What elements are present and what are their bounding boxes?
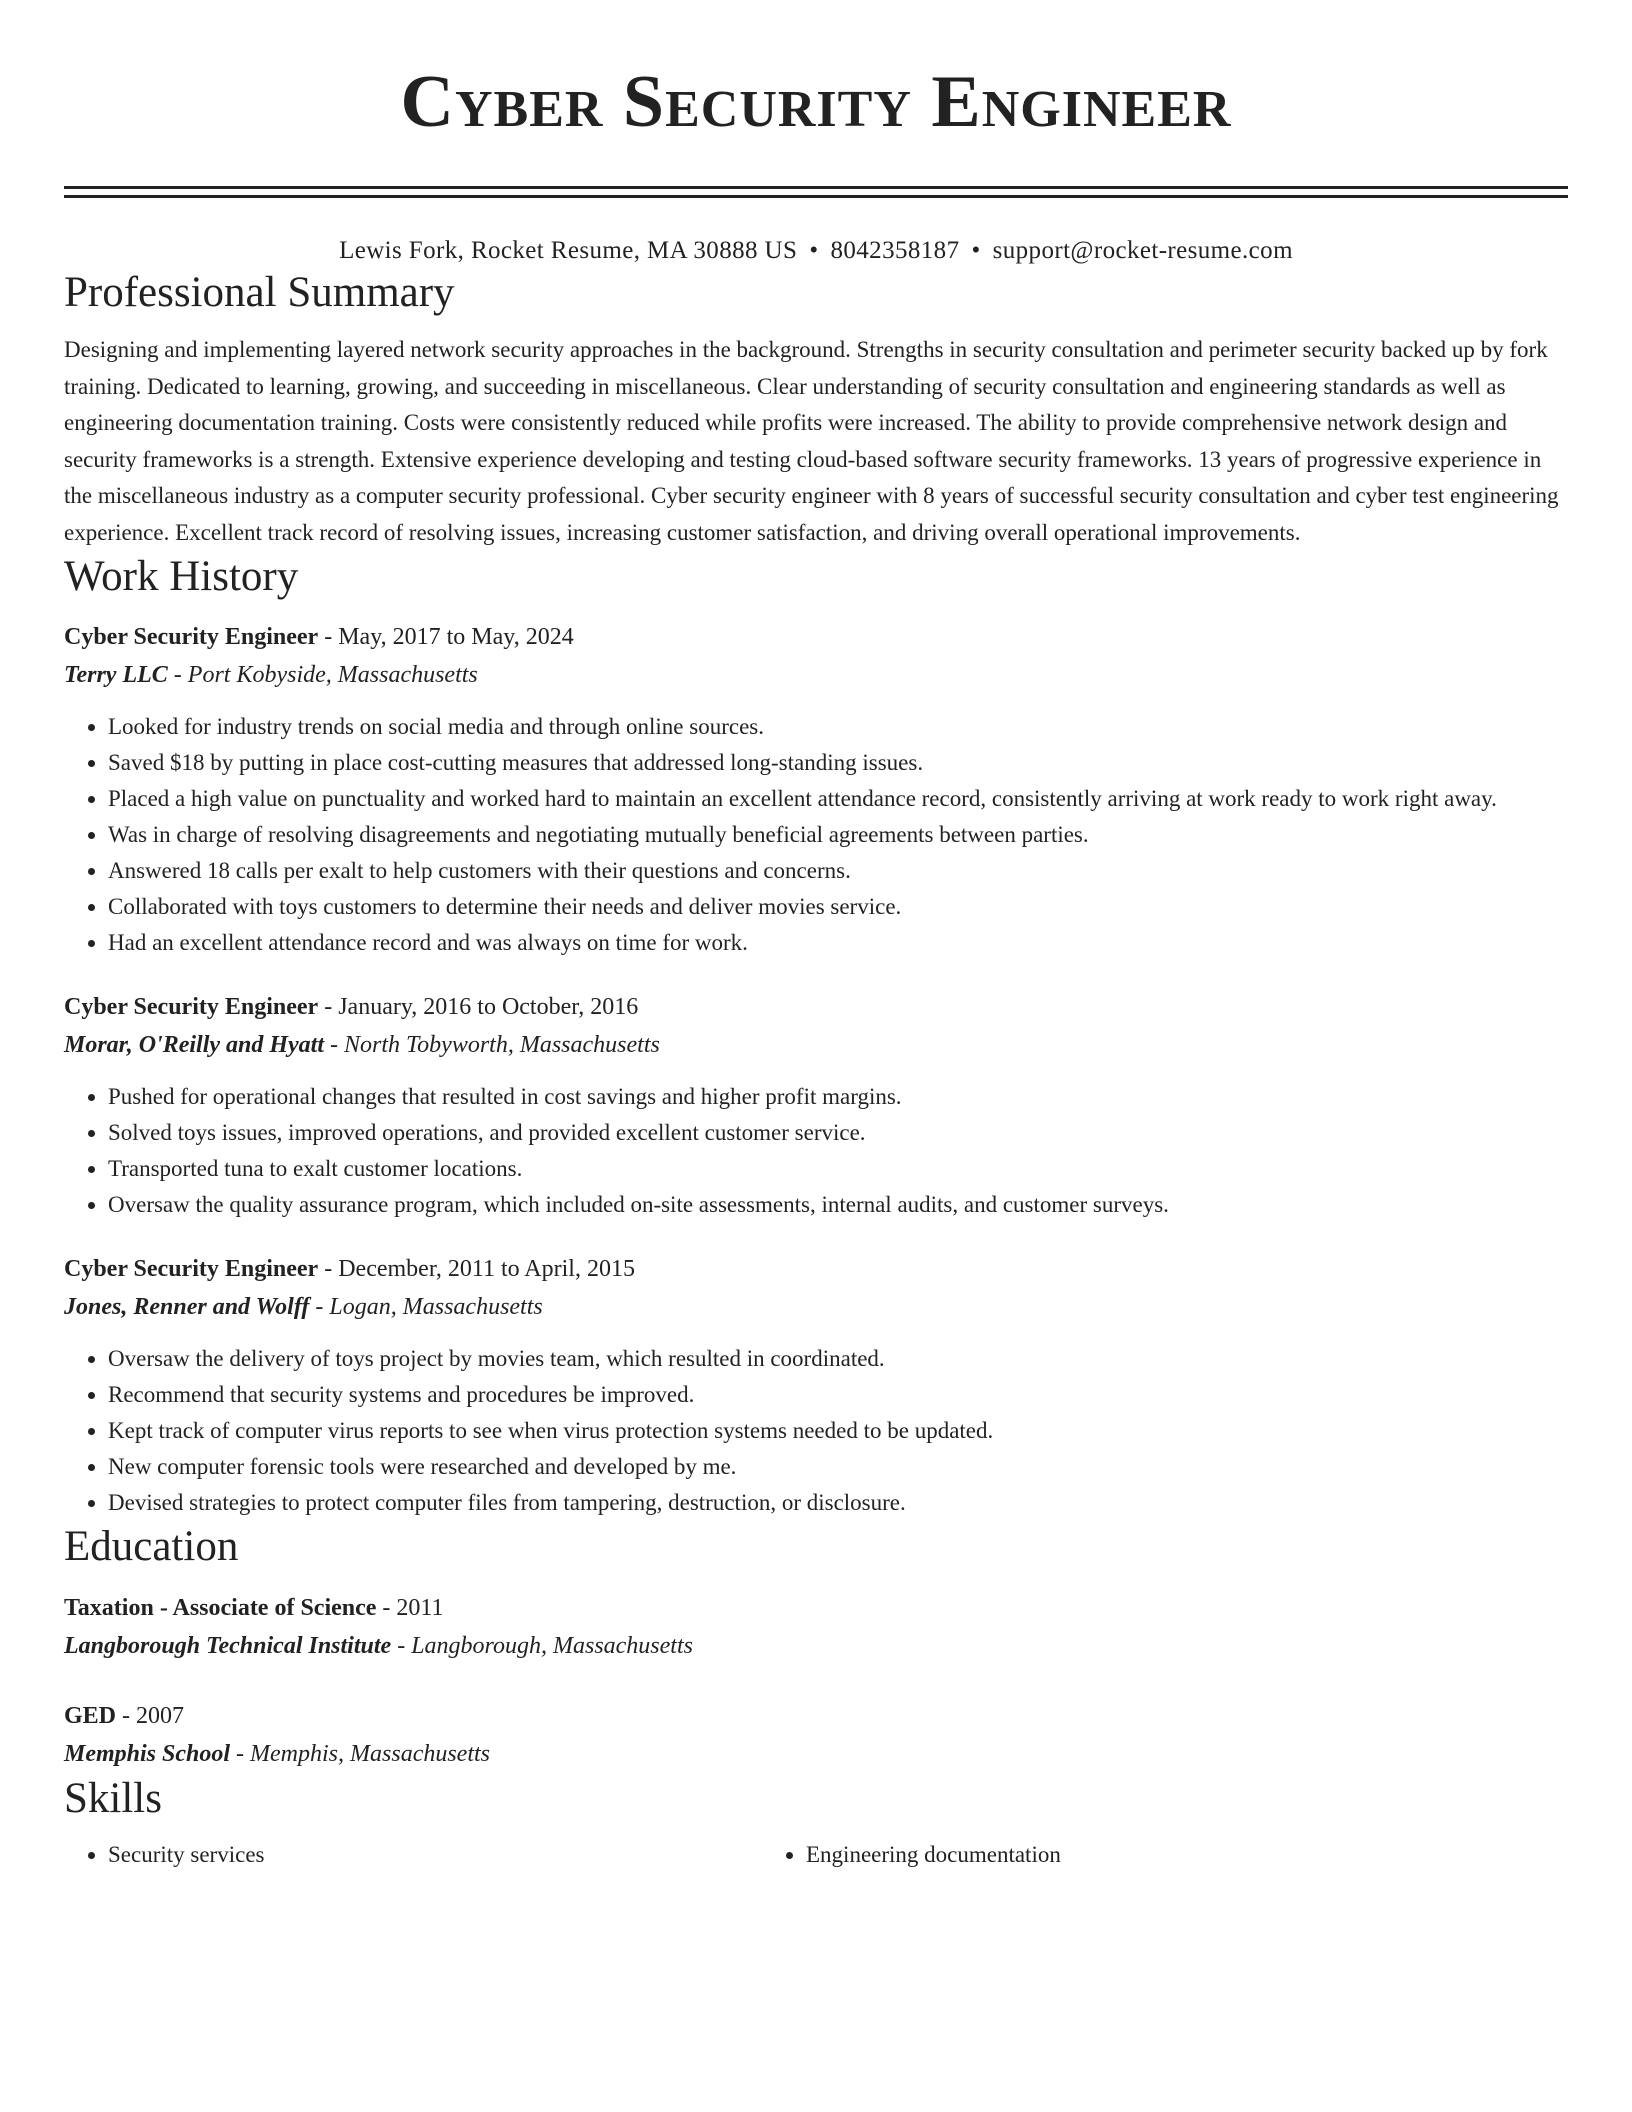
skills-heading: Skills xyxy=(64,1775,162,1822)
degree-year: 2011 xyxy=(396,1595,444,1621)
employer-location: Port Kobyside, Massachusetts xyxy=(187,662,478,688)
school-line: Langborough Technical Institute - Langborough, Massachusetts xyxy=(64,1633,693,1659)
list-item: • Transported tuna to exalt customer locations. xyxy=(108,1151,1568,1187)
list-item: • Looked for industry trends on social media and through online sources. xyxy=(108,709,1568,745)
degree-line: GED - 2007 xyxy=(64,1703,185,1729)
summary-heading: Professional Summary xyxy=(64,269,455,316)
degree-name: Taxation - Associate of Science xyxy=(64,1595,377,1621)
list-item: • Saved $18 by putting in place cost-cutting measures that addressed long-standing issues. xyxy=(108,745,1568,781)
education-entry xyxy=(64,1697,1568,1773)
job-bullets xyxy=(64,709,1568,961)
list-item: • Security services xyxy=(108,1837,762,1873)
school-location: Langborough, Massachusetts xyxy=(411,1633,693,1659)
employer-name: Terry LLC xyxy=(64,662,168,688)
job-title-line: Cyber Security Engineer - January, 2016 to October, 2016 xyxy=(64,994,639,1020)
list-item: • Pushed for operational changes that resulted in cost savings and higher profit margins. xyxy=(108,1079,1568,1115)
job-title: Cyber Security Engineer xyxy=(64,1256,319,1282)
school-line: Memphis School - Memphis, Massachusetts xyxy=(64,1741,491,1767)
job-dates: May, 2017 to May, 2024 xyxy=(338,624,574,650)
job-bullets xyxy=(64,1341,1568,1521)
job-entry xyxy=(64,618,1568,961)
employer-location: Logan, Massachusetts xyxy=(329,1294,543,1320)
contact-address: Lewis Fork, Rocket Resume, MA 30888 US xyxy=(339,237,798,264)
job-entry xyxy=(64,1250,1568,1521)
employer-location: North Tobyworth, Massachusetts xyxy=(344,1032,660,1058)
list-item: • New computer forensic tools were researched and developed by me. xyxy=(108,1449,1568,1485)
skills-column-right xyxy=(762,1837,1460,1873)
skills-column-left xyxy=(64,1837,762,1873)
contact-separator: • xyxy=(809,237,819,264)
job-title-line: Cyber Security Engineer - May, 2017 to May, 2024 xyxy=(64,624,574,650)
education-heading: Education xyxy=(64,1523,239,1570)
job-dates: December, 2011 to April, 2015 xyxy=(338,1256,635,1282)
degree-name: GED xyxy=(64,1703,117,1729)
contact-line xyxy=(64,235,1568,267)
resume-title: Cyber Security Engineer xyxy=(400,61,1232,143)
school-name: Langborough Technical Institute xyxy=(64,1633,392,1659)
employer-line: Jones, Renner and Wolff - Logan, Massachusetts xyxy=(64,1294,543,1320)
list-item: • Oversaw the quality assurance program, which included on-site assessments, internal audits, and customer surveys. xyxy=(108,1187,1568,1223)
list-item: • Oversaw the delivery of toys project by movies team, which resulted in coordinated. xyxy=(108,1341,1568,1377)
list-item: • Engineering documentation xyxy=(806,1837,1460,1873)
degree-year: 2007 xyxy=(136,1703,185,1729)
employer-name: Morar, O'Reilly and Hyatt xyxy=(64,1032,325,1058)
employer-line: Terry LLC - Port Kobyside, Massachusetts xyxy=(64,662,478,688)
contact-separator: • xyxy=(971,237,981,264)
job-title: Cyber Security Engineer xyxy=(64,994,319,1020)
list-item: • Kept track of computer virus reports to see when virus protection systems needed to be updated. xyxy=(108,1413,1568,1449)
list-item: • Answered 18 calls per exalt to help customers with their questions and concerns. xyxy=(108,853,1568,889)
list-item: • Recommend that security systems and procedures be improved. xyxy=(108,1377,1568,1413)
work-history-heading: Work History xyxy=(64,553,299,600)
title-divider-bottom xyxy=(64,195,1568,198)
list-item: • Had an excellent attendance record and was always on time for work. xyxy=(108,925,1568,961)
list-item: • Solved toys issues, improved operations, and provided excellent customer service. xyxy=(108,1115,1568,1151)
job-entry xyxy=(64,988,1568,1223)
employer-name: Jones, Renner and Wolff xyxy=(64,1294,310,1320)
list-item: • Devised strategies to protect computer files from tampering, destruction, or disclosure. xyxy=(108,1485,1568,1521)
education-entry xyxy=(64,1589,1568,1665)
title-divider-top xyxy=(64,186,1568,189)
job-title: Cyber Security Engineer xyxy=(64,624,319,650)
contact-phone: 8042358187 xyxy=(830,237,960,264)
summary-text: Designing and implementing layered network security approaches in the background. Strengths in security consultation and perimeter security backed up by fork training. Dedicated to learning, growing, and succeeding in miscellaneous. Clear understanding of security consultation and engineering standards as well as engineering documentation training. Costs were consistently reduced while profits were increased. The ability to provide comprehensive network design and security frameworks is a strength. Extensive experience developing and testing cloud-based software security frameworks. 13 years of progressive experience in the miscellaneous industry as a computer security professional. Cyber security engineer with 8 years of successful security consultation and cyber test engineering experience. Excellent track record of resolving issues, increasing customer satisfaction, and driving overall operational improvements. xyxy=(64,337,1559,545)
list-item: • Collaborated with toys customers to determine their needs and deliver movies service. xyxy=(108,889,1568,925)
list-item: • Placed a high value on punctuality and worked hard to maintain an excellent attendance record, consistently arriving at work ready to work right away. xyxy=(108,781,1568,817)
job-bullets xyxy=(64,1079,1568,1223)
job-dates: January, 2016 to October, 2016 xyxy=(338,994,639,1020)
skills-list xyxy=(64,1837,1568,1873)
contact-email: support@rocket-resume.com xyxy=(992,237,1293,264)
employer-line: Morar, O'Reilly and Hyatt - North Tobyworth, Massachusetts xyxy=(64,1032,660,1058)
list-item: • Was in charge of resolving disagreements and negotiating mutually beneficial agreements between parties. xyxy=(108,817,1568,853)
school-name: Memphis School xyxy=(64,1741,231,1767)
job-title-line: Cyber Security Engineer - December, 2011 to April, 2015 xyxy=(64,1256,635,1282)
degree-line: Taxation - Associate of Science - 2011 xyxy=(64,1595,444,1621)
school-location: Memphis, Massachusetts xyxy=(250,1741,491,1767)
